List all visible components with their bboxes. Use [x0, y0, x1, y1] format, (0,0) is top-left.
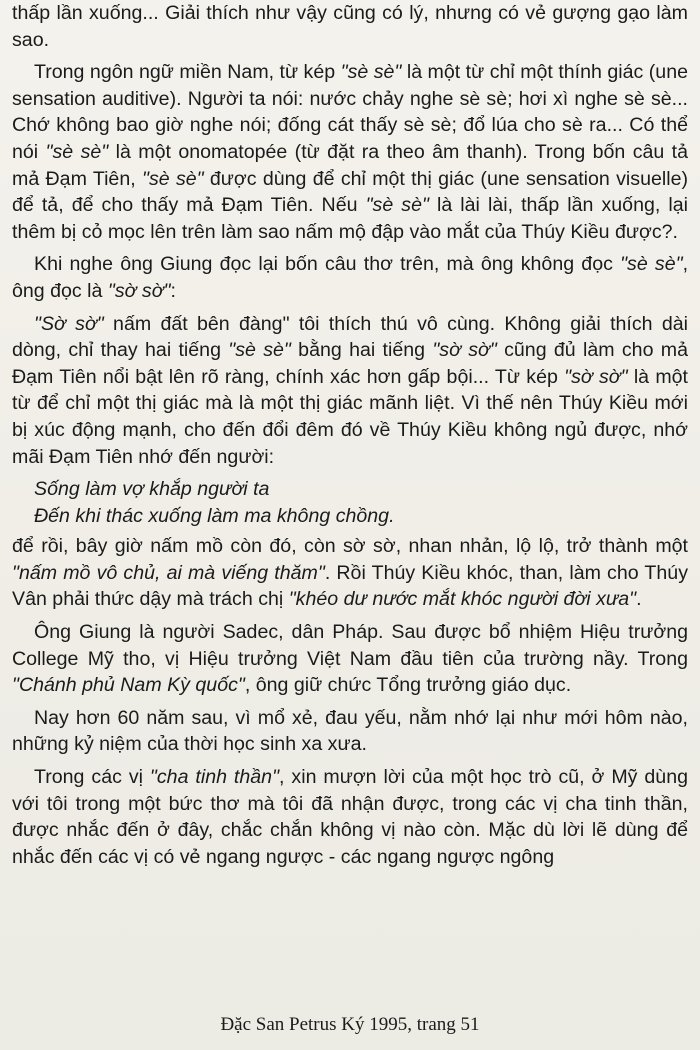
- paragraph-5: [12, 533, 688, 613]
- paragraph-text: được dùng để chỉ một thị giác (une sensation visuelle) để tả, để cho thấy mả Đạm Tiên. Nếu: [12, 167, 688, 217]
- paragraph-4: [12, 311, 688, 471]
- quoted-term: "sè sè": [45, 140, 109, 163]
- paragraph-8: [12, 764, 688, 870]
- paragraph-text: thấp lần xuống... Giải thích như vậy cũng có lý, nhưng có vẻ gượng gạo làm sao.: [12, 2, 688, 51]
- page-footer: Đặc San Petrus Ký 1995, trang 51: [220, 1014, 480, 1035]
- paragraph-text: là một onomatopée (từ đặt ra theo âm thanh). Trong bốn câu tả mả Đạm Tiên,: [12, 140, 689, 190]
- body-text: [12, 0, 688, 876]
- poem-line-1: Sống làm vợ khắp người ta: [34, 478, 270, 501]
- quoted-term: "sè sè": [228, 339, 291, 362]
- quoted-phrase: "nấm mồ vô chủ, ai mà viếng thăm": [12, 561, 325, 584]
- quoted-phrase: "khéo dư nước mắt khóc người đời xưa": [288, 588, 637, 611]
- quoted-term: "sờ sờ": [564, 365, 628, 388]
- paragraph-text: là một từ để chỉ một thị giác mà là một thị giác mãnh liệt. Vì thế nên Thúy Kiều mới bị xúc động mạnh, cho đến đổi đêm đó về Thúy Kiều không ngủ được, nhớ mãi Đạm Tiên nhớ đến người:: [12, 365, 688, 468]
- poem-block: [12, 476, 688, 529]
- paragraph-text: Trong ngôn ngữ miền Nam, từ kép: [34, 61, 341, 84]
- quoted-term: "sè sè": [141, 167, 204, 190]
- paragraph-text: là một từ chỉ một thính giác (une sensation auditive). Người ta nói: nước chảy nghe sè sè; hơi xì nghe sè sè... Chớ không bao giờ nghe nói; đống cát thấy sè sè; đổ lúa cho sè ra... Có thể nói: [12, 61, 688, 163]
- paragraph-text: cũng đủ làm cho mả Đạm Tiên nổi bật lên rõ ràng, chính xác hơn gấp bội... Từ kép: [12, 339, 688, 388]
- paragraph-text: :: [170, 279, 176, 302]
- paragraph-6: [12, 619, 688, 699]
- paragraph-text: Nay hơn 60 năm sau, vì mổ xẻ, đau yếu, nằm nhớ lại như mới hôm nào, những kỷ niệm của thời học sinh xa xưa.: [12, 706, 688, 756]
- paragraph-text: Trong các vị: [34, 766, 150, 789]
- quoted-term: "cha tinh thần": [149, 766, 280, 789]
- paragraph-text: , ông giữ chức Tổng trưởng giáo dục.: [244, 674, 572, 697]
- quoted-term: "Sờ sờ": [34, 312, 104, 335]
- paragraph-1: [12, 0, 688, 53]
- paragraph-text: , xin mượn lời của một học trò cũ, ở Mỹ dùng với tôi trong một bức thơ mà tôi đã nhận được, trong các vị cha tinh thần, được nhắc đến ở đây, chắc chắn không vị nào còn. Mặc dù lời lẽ dùng để nhắc đến các vị có vẻ ngang ngược - các ngang ngược ngông: [12, 766, 688, 868]
- quoted-term: "sè sè": [340, 61, 402, 84]
- poem-line-2: Đến khi thác xuống làm ma không chồng.: [34, 504, 395, 527]
- paragraph-text: nấm đất bên đàng" tôi thích thú vô cùng. Không giải thích dài dòng, chỉ thay hai tiếng: [12, 312, 688, 362]
- paragraph-text: bằng hai tiếng: [290, 339, 433, 362]
- quoted-term: "sờ sờ": [432, 339, 497, 362]
- paragraph-text: Ông Giung là người Sadec, dân Pháp. Sau được bổ nhiệm Hiệu trưởng College Mỹ tho, vị Hiệu trưởng Việt Nam đầu tiên của trường nầy. Trong: [12, 621, 688, 670]
- paragraph-3: [12, 251, 688, 304]
- paragraph-text: , ông đọc là: [12, 253, 689, 302]
- quoted-term: "sè sè": [365, 194, 429, 217]
- paragraph-text: . Rồi Thúy Kiều khóc, than, làm cho Thúy Vân phải thức dậy mà trách chị: [12, 561, 688, 611]
- paragraph-text: để rồi, bây giờ nấm mồ còn đó, còn sờ sờ, nhan nhản, lộ lộ, trở thành một: [12, 535, 688, 558]
- paragraph-2: [12, 59, 688, 245]
- quoted-phrase: "Chánh phủ Nam Kỳ quốc": [12, 674, 245, 697]
- paragraph-text: Khi nghe ông Giung đọc lại bốn câu thơ trên, mà ông không đọc: [34, 253, 621, 276]
- paragraph-text: là lài lài, thấp lần xuống, lại thêm bị cỏ mọc lên trên làm sao nấm mộ đập vào mắt của Thúy Kiều được?.: [12, 194, 688, 243]
- quoted-term: "sờ sờ": [107, 279, 171, 302]
- paragraph-7: [12, 705, 688, 758]
- quoted-term: "sè sè": [620, 253, 683, 276]
- paragraph-text: .: [636, 588, 642, 611]
